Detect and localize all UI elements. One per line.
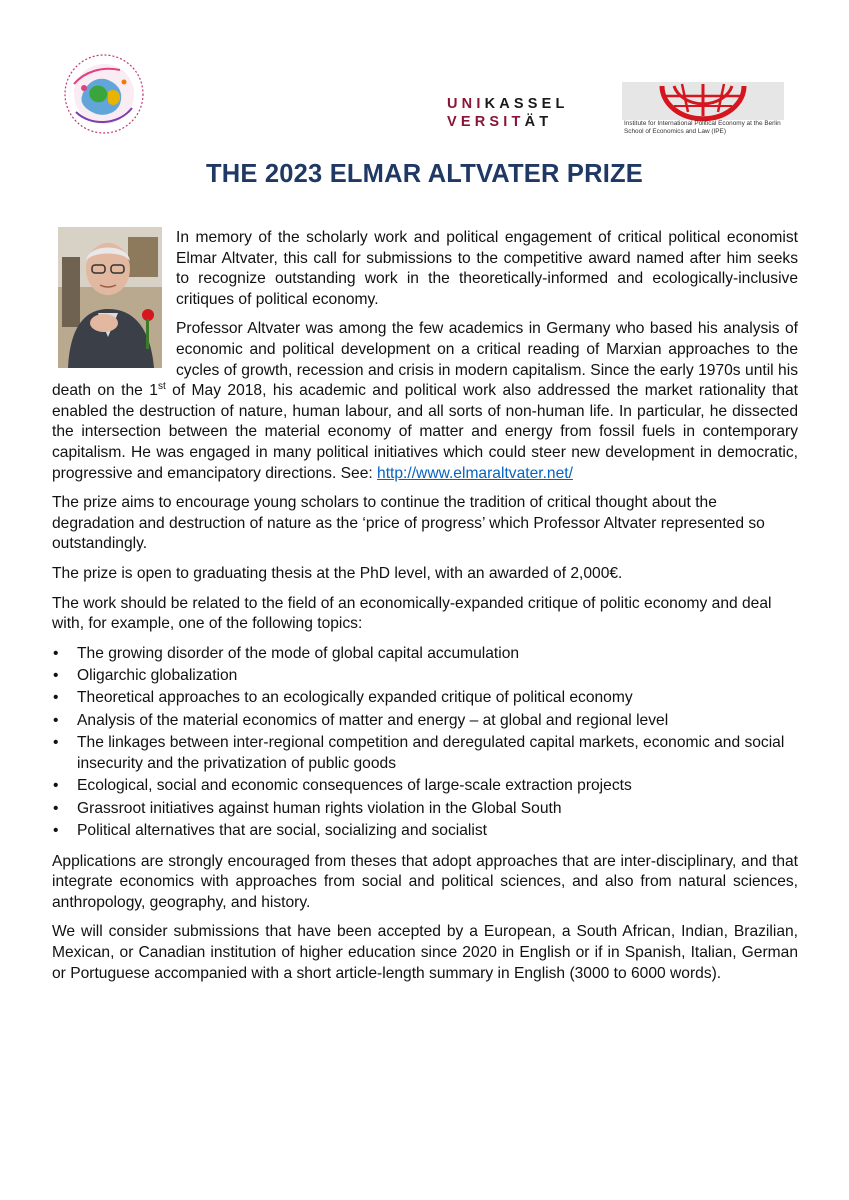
bullet-icon: • <box>53 667 59 685</box>
topic-text: The growing disorder of the mode of global capital accumulation <box>77 644 520 662</box>
uni-kassel-logo <box>447 95 603 135</box>
document-body <box>52 228 798 993</box>
list-item <box>52 733 798 774</box>
bio-text: Professor Altvater was among the few academics in Germany who based his analysis of economic and political development on a critical reading of Marxian approaches to the cycles of growth, recession and crisis in modern capitalism. Since the early 1970s until his death on the 1 <box>52 320 798 400</box>
bullet-icon: • <box>53 734 59 752</box>
aim-paragraph: The prize aims to encourage young scholars to continue the tradition of critical thought about the degradation and destruction of nature as the ‘price of progress’ which Professor Altvater represented so outstandingly. <box>52 494 765 553</box>
organization-logo <box>62 52 146 136</box>
uni-logo-part: UNI <box>447 96 485 112</box>
list-item <box>52 711 798 732</box>
topic-text: Grassroot initiatives against human rights violation in the Global South <box>77 799 562 817</box>
applications-paragraph: Applications are strongly encouraged from theses that adopt approaches that are inter-disciplinary, and that integrate economics with approaches from social and political sciences, and also from natural sciences, anthropology, geography, and history. <box>52 852 798 911</box>
list-item <box>52 688 798 709</box>
bullet-icon: • <box>53 689 59 707</box>
ipe-globe-logo <box>622 82 784 146</box>
ipe-caption: Institute for International Political Economy at the Berlin School of Economics and Law (IPE) <box>624 120 781 135</box>
uni-logo-part: ÄT <box>524 114 553 130</box>
topics-intro-paragraph: The work should be related to the field of an economically-expanded critique of politic economy and deal with, for example, one of the following topics: <box>52 594 772 633</box>
topics-list <box>52 644 798 842</box>
list-item <box>52 799 798 820</box>
bullet-icon: • <box>53 822 59 840</box>
intro-paragraph: In memory of the scholarly work and political engagement of critical political economist Elmar Altvater, this call for submissions to the competitive award named after him seeks to recognize outstanding work in the theoretically-informed and ecologically-inclusive critiques of political economy. <box>176 229 798 308</box>
list-item <box>52 644 798 665</box>
website-link[interactable]: http://www.elmaraltvater.net/ <box>377 464 573 482</box>
bio-text: of May 2018, his academic and political work also addressed the market rationality that enabled the destruction of nature, human labour, and all sorts of non-human life. In particular, he dissected the intersection between the material economy of matter and energy from fossil fuels in contemporary capitalism. He was engaged in many political initiatives which could steer new development in democratic, progressive and emancipatory directions. See: <box>52 382 798 482</box>
bullet-icon: • <box>53 711 59 729</box>
topic-text: Oligarchic globalization <box>77 667 238 685</box>
photo-spacer <box>52 228 176 371</box>
uni-logo-part: VERSIT <box>447 114 525 130</box>
eligibility-paragraph: The prize is open to graduating thesis at the PhD level, with an awarded of 2,000€. <box>52 564 623 582</box>
list-item <box>52 776 798 797</box>
topic-text: Analysis of the material economics of matter and energy – at global and regional level <box>77 711 669 729</box>
topic-text: The linkages between inter-regional competition and deregulated capital markets, economic and social insecurity and the privatization of public goods <box>77 734 785 772</box>
submissions-paragraph: We will consider submissions that have been accepted by a European, a South African, Indian, Brazilian, Mexican, or Canadian institution of higher education since 2020 in English or if in Spanish, Italian, German or Portuguese accompanied with a short article-length summary in English (3000 to 6000 words). <box>52 923 798 982</box>
page-title: THE 2023 ELMAR ALTVATER PRIZE <box>206 160 643 188</box>
list-item <box>52 666 798 687</box>
topic-text: Political alternatives that are social, socializing and socialist <box>77 822 487 840</box>
topic-text: Theoretical approaches to an ecologically expanded critique of political economy <box>77 689 633 707</box>
bullet-icon: • <box>53 777 59 795</box>
topic-text: Ecological, social and economic consequences of large-scale extraction projects <box>77 777 632 795</box>
uni-logo-part: KASSEL <box>484 96 569 112</box>
ordinal-suffix: st <box>157 380 166 392</box>
bullet-icon: • <box>53 799 59 817</box>
bullet-icon: • <box>53 644 59 662</box>
list-item <box>52 821 798 842</box>
